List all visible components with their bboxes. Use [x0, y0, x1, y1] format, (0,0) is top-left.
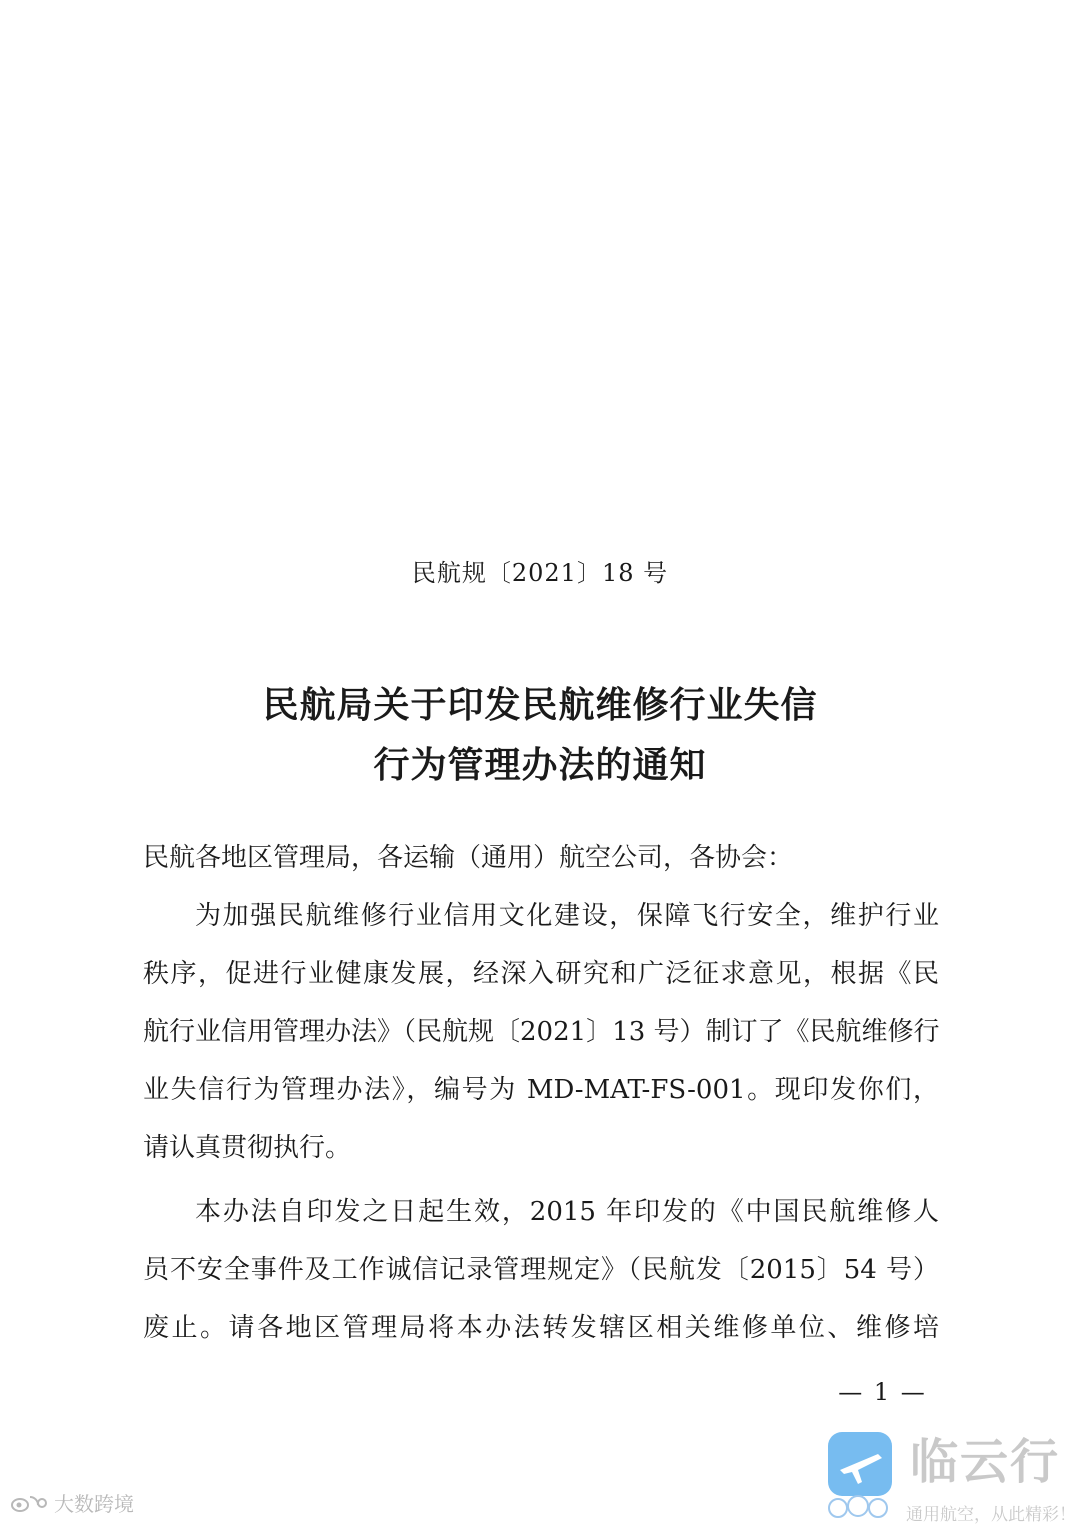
cloud-icon	[826, 1494, 892, 1520]
title-line-2: 行为管理办法的通知	[373, 745, 707, 786]
paragraph-line: 本办法自印发之日起生效，2015 年印发的《中国民航维修人	[195, 1197, 939, 1227]
salutation-text: 民航各地区管理局，各运输（通用）航空公司，各协会：	[143, 843, 794, 873]
watermark-right	[826, 1432, 1076, 1524]
paragraph-line: 航行业信用管理办法》（民航规〔2021〕13 号）制订了《民航维修行	[143, 1017, 940, 1047]
paragraph-1	[143, 887, 939, 1177]
paragraph-line: 员不安全事件及工作诚信记录管理规定》（民航发〔2015〕54 号）	[143, 1255, 939, 1285]
paragraph-line: 为加强民航维修行业信用文化建设，保障飞行安全，维护行业	[195, 901, 939, 931]
watermark-left	[10, 1488, 134, 1517]
document-number: 民航规〔2021〕18 号	[411, 559, 669, 587]
paragraph-line: 秩序，促进行业健康发展，经深入研究和广泛征求意见，根据《民	[143, 959, 939, 989]
salutation	[143, 829, 939, 887]
paragraph-line: 请认真贯彻执行。	[143, 1133, 352, 1163]
watermark-brand: 临云行	[910, 1434, 1061, 1490]
paragraph-2	[143, 1183, 939, 1357]
paragraph-line: 废止。请各地区管理局将本办法转发辖区相关维修单位、维修培	[143, 1313, 939, 1343]
page-number: — 1 —	[838, 1378, 927, 1406]
weibo-icon	[10, 1493, 50, 1513]
watermark-slogan: 通用航空，从此精彩！	[906, 1505, 1076, 1525]
document-title	[0, 676, 1080, 796]
title-line-1: 民航局关于印发民航维修行业失信	[262, 685, 818, 726]
airplane-icon	[828, 1432, 892, 1496]
paragraph-line: 业失信行为管理办法》，编号为 MD-MAT-FS-001。现印发你们，	[143, 1075, 939, 1105]
watermark-left-text: 大数跨境	[54, 1492, 134, 1516]
